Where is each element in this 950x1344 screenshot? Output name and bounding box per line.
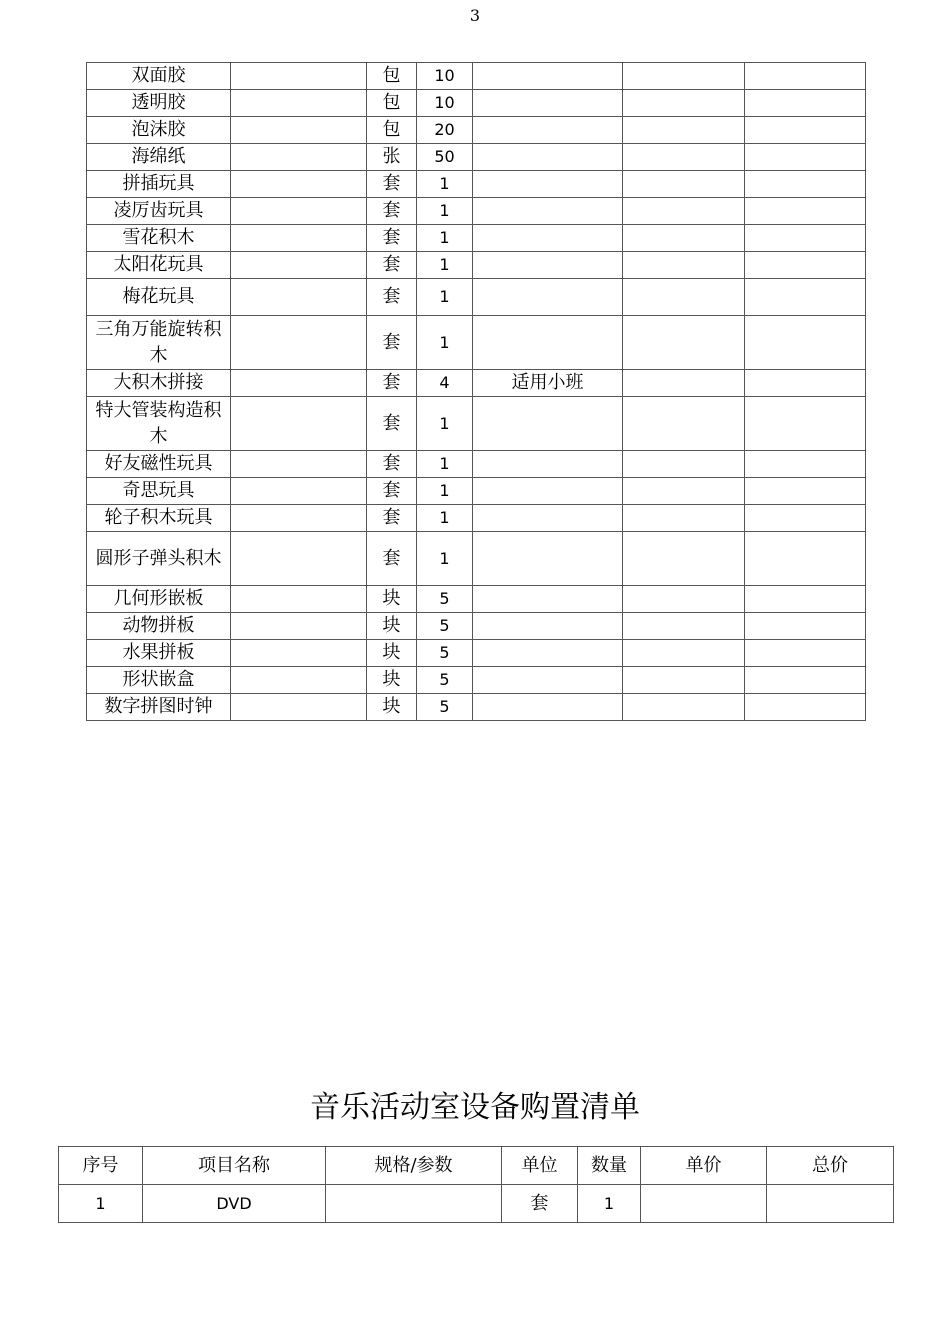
- cell-spec: [231, 397, 367, 451]
- cell-total: [745, 613, 866, 640]
- table-row: [87, 613, 866, 640]
- cell-note: [473, 667, 623, 694]
- cell-note: [473, 63, 623, 90]
- cell-name: 数字拼图时钟: [87, 694, 231, 721]
- cell-name: 三角万能旋转积木: [87, 316, 231, 370]
- cell-spec: [231, 279, 367, 316]
- cell-qty: 10: [417, 63, 473, 90]
- cell-note: [473, 225, 623, 252]
- table-row: [87, 198, 866, 225]
- cell-unit: 套: [367, 198, 417, 225]
- cell-qty: 1: [417, 478, 473, 505]
- cell-name: 泡沫胶: [87, 117, 231, 144]
- cell-spec: [326, 1185, 502, 1223]
- cell-note: [473, 640, 623, 667]
- table-row: [87, 694, 866, 721]
- cell-total: [745, 640, 866, 667]
- cell-note: [473, 586, 623, 613]
- section-title: 音乐活动室设备购置清单: [310, 1090, 640, 1125]
- table-row: [87, 667, 866, 694]
- cell-total: [745, 586, 866, 613]
- cell-note: [473, 117, 623, 144]
- cell-qty: 5: [417, 613, 473, 640]
- cell-price: [623, 198, 745, 225]
- cell-price: [623, 252, 745, 279]
- cell-spec: [231, 370, 367, 397]
- cell-name: 轮子积木玩具: [87, 505, 231, 532]
- cell-price: [623, 117, 745, 144]
- cell-total: [745, 451, 866, 478]
- cell-name: 透明胶: [87, 90, 231, 117]
- cell-unit: 套: [367, 532, 417, 586]
- cell-spec: [231, 171, 367, 198]
- cell-name: 太阳花玩具: [87, 252, 231, 279]
- cell-unit: 块: [367, 613, 417, 640]
- page-number: 3: [469, 6, 481, 25]
- cell-spec: [231, 225, 367, 252]
- cell-note: [473, 613, 623, 640]
- cell-price: [623, 316, 745, 370]
- header-cell: 项目名称: [143, 1147, 326, 1185]
- cell-unit: 套: [367, 171, 417, 198]
- table-row: [87, 171, 866, 198]
- table-row: [87, 144, 866, 171]
- cell-total: [745, 316, 866, 370]
- cell-total: [745, 252, 866, 279]
- cell-note: [473, 144, 623, 171]
- cell-spec: [231, 586, 367, 613]
- cell-name: 动物拼板: [87, 613, 231, 640]
- table-row: [87, 252, 866, 279]
- cell-note: [473, 451, 623, 478]
- cell-note: [473, 478, 623, 505]
- cell-note: [473, 694, 623, 721]
- cell-price: [623, 586, 745, 613]
- cell-spec: [231, 694, 367, 721]
- cell-name: 雪花积木: [87, 225, 231, 252]
- cell-spec: [231, 252, 367, 279]
- music-room-table: [58, 1146, 894, 1223]
- cell-price: [623, 640, 745, 667]
- cell-name: 好友磁性玩具: [87, 451, 231, 478]
- table-row: [87, 90, 866, 117]
- cell-unit: 包: [367, 117, 417, 144]
- cell-total: [745, 198, 866, 225]
- cell-spec: [231, 144, 367, 171]
- cell-spec: [231, 532, 367, 586]
- cell-total: [745, 279, 866, 316]
- cell-unit: 张: [367, 144, 417, 171]
- cell-qty: 10: [417, 90, 473, 117]
- cell-qty: 4: [417, 370, 473, 397]
- cell-spec: [231, 640, 367, 667]
- cell-note: [473, 198, 623, 225]
- cell-qty: 1: [417, 532, 473, 586]
- header-cell: 数量: [578, 1147, 641, 1185]
- cell-note: [473, 90, 623, 117]
- cell-name: 形状嵌盒: [87, 667, 231, 694]
- cell-qty: 1: [417, 252, 473, 279]
- cell-price: [641, 1185, 767, 1223]
- cell-qty: 1: [417, 198, 473, 225]
- cell-spec: [231, 316, 367, 370]
- table-row: [87, 586, 866, 613]
- cell-qty: 1: [417, 451, 473, 478]
- cell-name: 水果拼板: [87, 640, 231, 667]
- table-row: [87, 640, 866, 667]
- cell-unit: 套: [367, 478, 417, 505]
- supplies-table: [86, 62, 866, 721]
- cell-unit: 套: [367, 505, 417, 532]
- cell-total: [767, 1185, 894, 1223]
- table-row: [87, 225, 866, 252]
- table-row: [87, 279, 866, 316]
- cell-note: 适用小班: [473, 370, 623, 397]
- cell-price: [623, 144, 745, 171]
- cell-total: [745, 397, 866, 451]
- cell-unit: 套: [367, 225, 417, 252]
- cell-unit: 块: [367, 640, 417, 667]
- cell-qty: 1: [417, 316, 473, 370]
- cell-price: [623, 90, 745, 117]
- cell-qty: 5: [417, 694, 473, 721]
- cell-total: [745, 478, 866, 505]
- cell-spec: [231, 63, 367, 90]
- cell-price: [623, 171, 745, 198]
- cell-qty: 20: [417, 117, 473, 144]
- cell-total: [745, 225, 866, 252]
- cell-price: [623, 613, 745, 640]
- cell-note: [473, 252, 623, 279]
- cell-name: 海绵纸: [87, 144, 231, 171]
- cell-price: [623, 451, 745, 478]
- cell-total: [745, 144, 866, 171]
- cell-name: 拼插玩具: [87, 171, 231, 198]
- cell-unit: 套: [367, 397, 417, 451]
- cell-name: 圆形子弹头积木: [87, 532, 231, 586]
- cell-total: [745, 117, 866, 144]
- table-row: [87, 316, 866, 370]
- cell-qty: 1: [417, 225, 473, 252]
- table-header-row: [59, 1147, 894, 1185]
- cell-price: [623, 505, 745, 532]
- cell-unit: 包: [367, 90, 417, 117]
- cell-name: 大积木拼接: [87, 370, 231, 397]
- cell-unit: 块: [367, 667, 417, 694]
- cell-unit: 套: [367, 316, 417, 370]
- cell-unit: 块: [367, 586, 417, 613]
- cell-qty: 1: [417, 171, 473, 198]
- cell-total: [745, 370, 866, 397]
- cell-total: [745, 694, 866, 721]
- cell-qty: 1: [417, 397, 473, 451]
- cell-spec: [231, 451, 367, 478]
- cell-name: 双面胶: [87, 63, 231, 90]
- table-row: [87, 451, 866, 478]
- cell-unit: 块: [367, 694, 417, 721]
- table-row: [87, 63, 866, 90]
- table-row: [59, 1185, 894, 1223]
- cell-price: [623, 370, 745, 397]
- cell-unit: 套: [502, 1185, 578, 1223]
- cell-name: 几何形嵌板: [87, 586, 231, 613]
- cell-total: [745, 171, 866, 198]
- cell-name: 奇思玩具: [87, 478, 231, 505]
- cell-total: [745, 90, 866, 117]
- cell-price: [623, 397, 745, 451]
- cell-unit: 套: [367, 252, 417, 279]
- cell-name: 梅花玩具: [87, 279, 231, 316]
- header-cell: 单价: [641, 1147, 767, 1185]
- cell-price: [623, 532, 745, 586]
- supplies-table-body: [87, 63, 866, 721]
- cell-note: [473, 316, 623, 370]
- cell-note: [473, 279, 623, 316]
- table-row: [87, 478, 866, 505]
- header-cell: 单位: [502, 1147, 578, 1185]
- table-row: [87, 370, 866, 397]
- cell-note: [473, 397, 623, 451]
- cell-total: [745, 505, 866, 532]
- table-row: [87, 505, 866, 532]
- cell-qty: 50: [417, 144, 473, 171]
- cell-spec: [231, 117, 367, 144]
- cell-qty: 5: [417, 667, 473, 694]
- cell-spec: [231, 505, 367, 532]
- cell-note: [473, 171, 623, 198]
- cell-unit: 包: [367, 63, 417, 90]
- cell-qty: 1: [578, 1185, 641, 1223]
- cell-price: [623, 63, 745, 90]
- cell-unit: 套: [367, 279, 417, 316]
- cell-note: [473, 532, 623, 586]
- cell-price: [623, 279, 745, 316]
- table-row: [87, 117, 866, 144]
- cell-spec: [231, 198, 367, 225]
- cell-price: [623, 225, 745, 252]
- cell-unit: 套: [367, 451, 417, 478]
- cell-name: DVD: [143, 1185, 326, 1223]
- cell-qty: 5: [417, 640, 473, 667]
- cell-total: [745, 63, 866, 90]
- cell-spec: [231, 90, 367, 117]
- cell-spec: [231, 667, 367, 694]
- cell-name: 特大管装构造积木: [87, 397, 231, 451]
- cell-qty: 1: [417, 279, 473, 316]
- cell-price: [623, 667, 745, 694]
- cell-spec: [231, 478, 367, 505]
- cell-price: [623, 478, 745, 505]
- cell-spec: [231, 613, 367, 640]
- cell-name: 凌厉齿玩具: [87, 198, 231, 225]
- cell-total: [745, 667, 866, 694]
- cell-unit: 套: [367, 370, 417, 397]
- cell-price: [623, 694, 745, 721]
- header-cell: 总价: [767, 1147, 894, 1185]
- cell-note: [473, 505, 623, 532]
- header-cell: 规格/参数: [326, 1147, 502, 1185]
- table-row: [87, 532, 866, 586]
- cell-qty: 1: [417, 505, 473, 532]
- cell-qty: 5: [417, 586, 473, 613]
- header-cell: 序号: [59, 1147, 143, 1185]
- cell-total: [745, 532, 866, 586]
- cell-idx: 1: [59, 1185, 143, 1223]
- table-row: [87, 397, 866, 451]
